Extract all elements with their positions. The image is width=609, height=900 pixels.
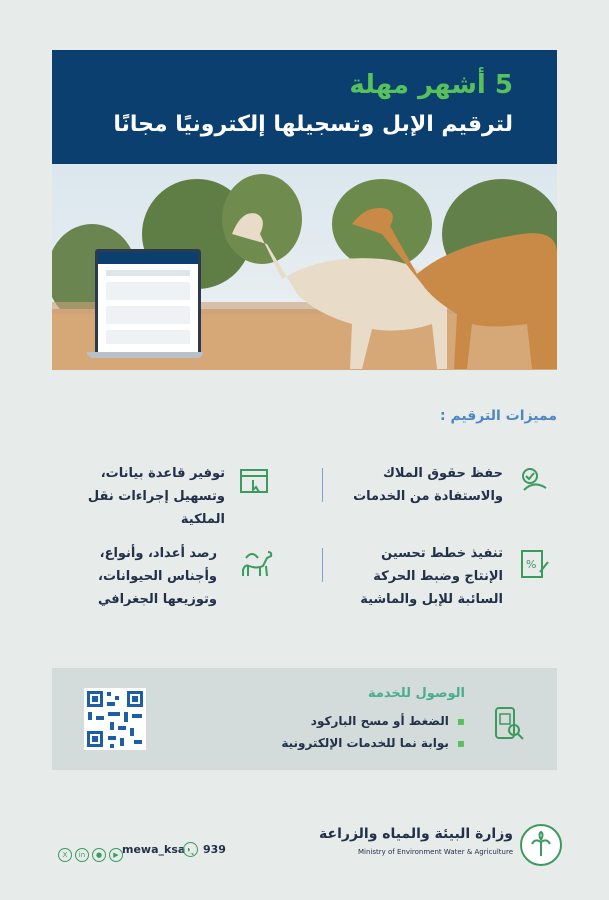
x-icon[interactable]: X — [58, 848, 72, 862]
ministry-name-ar: وزارة البيئة والمياه والزراعة — [319, 826, 513, 842]
headline: 5 أشهر مهلة — [349, 70, 513, 100]
camel-icon — [236, 546, 274, 578]
snapchat-icon[interactable]: ● — [92, 848, 106, 862]
feature-production: تنفيذ خطط تحسين الإنتاج وضبط الحركة السائبة للإبل والماشية — [360, 546, 503, 607]
social-icons — [58, 842, 126, 862]
social-handle[interactable]: mewa_ksa — [122, 843, 186, 856]
service-title: الوصول للخدمة — [367, 686, 465, 701]
feature-monitoring: رصد أعداد، وأنواع، وأجناس الحيوانات، وتوزيعها الجغرافي — [97, 546, 217, 607]
phone-icon — [183, 842, 198, 857]
feature-database: توفير قاعدة بيانات، وتسهيل إجراءات نقل الملكية — [87, 466, 225, 527]
service-access-box — [52, 668, 557, 770]
ministry-name-en: Ministry of Environment Water & Agriculture — [358, 848, 513, 856]
laptop-base — [87, 352, 203, 358]
youtube-icon[interactable]: ▶ — [109, 848, 123, 862]
ministry-logo — [520, 824, 562, 866]
browser-click-icon — [238, 466, 270, 498]
laptop-screen — [95, 249, 201, 355]
phone-number[interactable]: 939 — [203, 843, 226, 856]
service-list — [281, 710, 465, 754]
feature-rights: حفظ حقوق الملاك والاستفادة من الخدمات — [353, 466, 503, 504]
service-item-portal[interactable]: ▪ بوابة نما للخدمات الإلكترونية — [281, 732, 465, 754]
features-title: مميزات الترقيم : — [439, 408, 557, 424]
svg-text:%: % — [526, 558, 537, 571]
qr-code[interactable] — [84, 688, 146, 750]
percent-document-icon — [518, 548, 550, 580]
phone-scan-icon — [492, 706, 526, 742]
headline-banner — [52, 50, 557, 164]
camels-photo — [52, 164, 557, 370]
laptop-mockup — [87, 249, 202, 359]
handshake-check-icon — [516, 462, 552, 498]
feature-divider — [322, 468, 323, 502]
service-item-scan: ▪ الضغط أو مسح الباركود — [281, 710, 465, 732]
feature-divider — [322, 548, 323, 582]
subheadline: لترقيم الإبل وتسجيلها إلكترونيًا مجانًا — [113, 112, 513, 137]
linkedin-icon[interactable]: in — [75, 848, 89, 862]
